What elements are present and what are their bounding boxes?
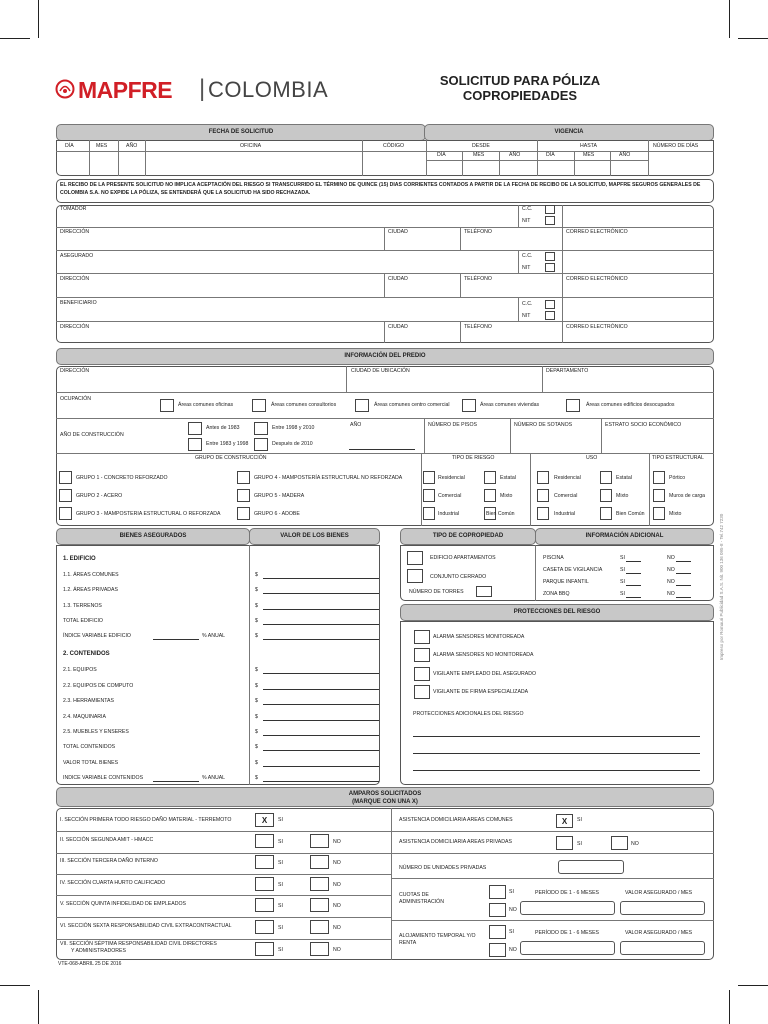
uso-checkbox-bien-comun[interactable] <box>600 507 612 520</box>
riesgo-option-residencial: Residencial <box>438 475 465 481</box>
alojamiento-si-label: SI <box>509 929 514 935</box>
currency-sign: $ <box>255 667 258 673</box>
currency-sign: $ <box>255 587 258 593</box>
grupo-checkbox-3[interactable] <box>59 507 72 520</box>
brand-name: MAPFRE <box>78 77 173 103</box>
beneficiario-label: BENEFICIARIO <box>60 300 97 306</box>
protecciones-section <box>400 621 714 785</box>
alojamiento-valor-input[interactable] <box>620 941 705 955</box>
asegurado-direccion-label: DIRECCIÓN <box>60 276 90 282</box>
form-title-line1: SOLICITUD PARA PÓLIZA <box>439 73 601 88</box>
grupo-option-5: GRUPO 5 - MADERA <box>254 493 305 499</box>
currency-sign: $ <box>255 618 258 624</box>
grupo-option-4: GRUPO 4 - MAMPOSTERÍA ESTRUCTURAL NO REFORZADA <box>254 475 403 481</box>
estructural-option-muros: Muros de carga <box>669 493 706 499</box>
contenidos-item-1: 2.1. EQUIPOS <box>63 667 97 673</box>
si-label: SI <box>620 555 625 561</box>
vigencia-header: VIGENCIA <box>424 124 714 141</box>
predio-header: INFORMACIÓN DEL PREDIO <box>56 348 714 365</box>
no-label: NO <box>667 567 675 573</box>
ocupacion-option-3: Áreas comunes centro comercial <box>374 402 450 408</box>
asegurado-correo-label: CORREO ELECTRÓNICO <box>566 276 628 282</box>
ocupacion-option-4: Áreas comunes viviendas <box>480 402 540 408</box>
proteccion-checkbox-4[interactable] <box>414 685 430 699</box>
tomador-nit-checkbox[interactable] <box>545 216 555 225</box>
estrato-label: ESTRATO SOCIO ECONÓMICO <box>605 422 682 428</box>
alojamiento-periodo-input[interactable] <box>520 941 615 955</box>
amparo-label-7-line1: VII. SECCIÓN SÉPTIMA RESPONSABILIDAD CIVIL DIRECTORES <box>60 941 217 947</box>
uso-checkbox-mixto[interactable] <box>600 489 612 502</box>
beneficiario-telefono-label: TELÉFONO <box>464 324 492 330</box>
uso-option-bien-comun: Bien Común <box>616 511 645 517</box>
amparo-label-2: II. SECCIÓN SEGUNDA AMIT - HMACC <box>60 837 154 843</box>
value-line[interactable] <box>263 609 379 610</box>
riesgo-option-industrial: Industrial <box>438 511 460 517</box>
currency-sign: $ <box>255 760 258 766</box>
riesgo-checkbox-residencial[interactable] <box>423 471 435 484</box>
amparo-label-6: VI. SECCIÓN SEXTA RESPONSABILIDAD CIVIL EXTRACONTRACTUAL <box>60 923 232 929</box>
cuotas-periodo-input[interactable] <box>520 901 615 915</box>
estructural-option-portico: Pórtico <box>669 475 686 481</box>
indice-contenidos-pct: % ANUAL <box>202 775 226 781</box>
sotanos-label: NÚMERO DE SOTANOS <box>514 422 573 428</box>
amparo-no-label: NO <box>333 882 341 888</box>
alojamiento-label-line1: ALOJAMIENTO TEMPORAL Y/O <box>399 933 476 939</box>
ocupacion-checkbox-5[interactable] <box>566 399 580 412</box>
riesgo-checkbox-industrial[interactable] <box>423 507 435 520</box>
edificio-item-1: 1.1. ÁREAS COMUNES <box>63 572 119 578</box>
asistencia-comunes-checkbox-si[interactable]: X <box>556 814 573 828</box>
amparo-checkbox-si-6[interactable] <box>255 920 274 934</box>
grupo-option-3: GRUPO 3 - MAMPOSTERIA ESTRUCTURAL O REFORZADA <box>76 511 221 517</box>
notice-text: EL RECIBO DE LA PRESENTE SOLICITUD NO IMPLICA ACEPTACIÓN DEL RIESGO SI TRANSCURRIDO EL TÉRMINO DE QUINCE (15) DIAS CORRIENTES CONTADOS A PARTIR DE LA FECHA DE RECIBO DE LA SOLICITUD, MAPFRE SEGUROS GENERALES DE COLOMBIA S.A. NO EXPIDE LA PÓLIZA, SE ENTENDERÁ QUE LA SOLICITUD HA SIDO RECHAZADA. <box>60 182 701 196</box>
indice-edificio-label: ÍNDICE VARIABLE EDIFICIO <box>63 633 131 639</box>
parties-section <box>56 205 714 343</box>
si-label: SI <box>620 591 625 597</box>
tomador-correo-label: CORREO ELECTRÓNICO <box>566 229 628 235</box>
form-code: VTE-068-ABRIL 25 DE 2016 <box>58 961 122 967</box>
uso-option-industrial: Industrial <box>554 511 576 517</box>
info-parque: PARQUE INFANTIL <box>543 579 589 585</box>
ocupacion-checkbox-2[interactable] <box>252 399 266 412</box>
edificio-heading: 1. EDIFICIO <box>63 556 96 562</box>
contenidos-item-5: 2.5. MUEBLES Y ENSERES <box>63 729 129 735</box>
mapfre-emblem-icon <box>55 79 75 99</box>
pisos-label: NÚMERO DE PISOS <box>428 422 478 428</box>
tipo-option-conjunto: CONJUNTO CERRADO <box>430 574 487 580</box>
amparo-no-label: NO <box>333 839 341 845</box>
contenidos-item-7: VALOR TOTAL BIENES <box>63 760 119 766</box>
proteccion-option-1: ALARMA SENSORES MONITOREADA <box>433 634 525 640</box>
uso-option-comercial: Comercial <box>554 493 578 499</box>
hasta-label: HASTA <box>580 143 597 149</box>
asistencia-privadas-label: ASISTENCIA DOMICILIARIA AREAS PRIVADAS <box>399 839 512 845</box>
cuotas-valor-input[interactable] <box>620 901 705 915</box>
contenidos-heading: 2. CONTENIDOS <box>63 651 110 657</box>
amparo-checkbox-no-3[interactable] <box>310 855 329 869</box>
proteccion-option-3: VIGILANTE EMPLEADO DEL ASEGURADO <box>433 671 537 677</box>
rango-option-2: Entre 1998 y 2010 <box>272 425 315 431</box>
asegurado-telefono-label: TELÉFONO <box>464 276 492 282</box>
amparo-label-1: I. SECCIÓN PRIMERA TODO RIESGO DAÑO MATERIAL - TERREMOTO <box>60 817 232 823</box>
no-label: NO <box>667 579 675 585</box>
asistencia-privadas-checkbox-no[interactable] <box>611 836 628 850</box>
asistencia-privadas-checkbox-si[interactable] <box>556 836 573 850</box>
amparo-no-label: NO <box>333 860 341 866</box>
uso-checkbox-residencial[interactable] <box>537 471 549 484</box>
amparos-header <box>56 787 714 807</box>
estructural-option-mixto: Mixto <box>669 511 682 517</box>
predio-departamento-label: DEPARTAMENTO <box>546 368 589 374</box>
currency-sign: $ <box>255 698 258 704</box>
no-label: NO <box>667 591 675 597</box>
currency-sign: $ <box>255 775 258 781</box>
asistencia-comunes-si-label: SI <box>577 817 582 823</box>
value-line[interactable] <box>263 781 379 782</box>
grupo-construccion-label: GRUPO DE CONSTRUCCIÓN <box>195 455 267 461</box>
crop-mark <box>738 38 768 39</box>
rango-option-1: Antes de 1983 <box>206 425 240 431</box>
grupo-checkbox-2[interactable] <box>59 489 72 502</box>
amparo-label-7-line2: Y ADMINISTRADORES <box>71 948 126 954</box>
printer-credit-text: Impreso por Romauri Publicidad S.A.S. Nit. 900 136 095-8 - Tel.742 7230 <box>719 513 724 660</box>
asegurado-nit-checkbox[interactable] <box>545 263 555 272</box>
tipo-checkbox-conjunto[interactable] <box>407 569 423 583</box>
proteccion-checkbox-1[interactable] <box>414 630 430 644</box>
num-torres-label: NÚMERO DE TORRES <box>409 589 464 595</box>
contenidos-item-6: TOTAL CONTENIDOS <box>63 744 116 750</box>
anio-label: AÑO <box>126 143 138 149</box>
hasta-anio-label: AÑO <box>619 152 631 158</box>
uso-option-residencial: Residencial <box>554 475 581 481</box>
amparo-checkbox-si-5[interactable] <box>255 898 274 912</box>
amparo-si-label: SI <box>278 860 283 866</box>
grupo-checkbox-5[interactable] <box>237 489 250 502</box>
alojamiento-periodo-label: PERÍODO DE 1 - 6 MESES <box>535 930 599 936</box>
value-line[interactable] <box>263 766 379 767</box>
value-line[interactable] <box>263 689 379 690</box>
value-line[interactable] <box>263 639 379 640</box>
edificio-item-2: 1.2. ÁREAS PRIVADAS <box>63 587 118 593</box>
rango-checkbox-4[interactable] <box>254 438 268 451</box>
beneficiario-nit-checkbox[interactable] <box>545 311 555 320</box>
tipo-checkbox-apartamentos[interactable] <box>407 551 423 565</box>
mes-label: MES <box>96 143 108 149</box>
crop-mark <box>729 0 730 38</box>
amparo-checkbox-no-7[interactable] <box>310 942 329 956</box>
ocupacion-option-5: Áreas comunes edificios desocupados <box>586 402 675 408</box>
crop-mark <box>0 985 30 986</box>
brand-separator: | <box>199 75 206 102</box>
riesgo-checkbox-comercial[interactable] <box>423 489 435 502</box>
currency-sign: $ <box>255 603 258 609</box>
si-label: SI <box>620 567 625 573</box>
alojamiento-label-line2: RENTA <box>399 940 417 946</box>
info-caseta: CASETA DE VIGILANCIA <box>543 567 603 573</box>
predio-direccion-label: DIRECCIÓN <box>60 368 90 374</box>
alojamiento-no-label: NO <box>509 947 517 953</box>
amparo-no-label: NO <box>333 903 341 909</box>
grupo-option-2: GRUPO 2 - ACERO <box>76 493 123 499</box>
tomador-ciudad-label: CIUDAD <box>388 229 408 235</box>
indice-contenidos-label: INDICE VARIABLE CONTENIDOS <box>63 775 144 781</box>
desde-label: DESDE <box>472 143 490 149</box>
anio-field-label: AÑO <box>350 422 362 428</box>
ocupacion-option-1: Áreas comunes oficinas <box>178 402 234 408</box>
cuotas-valor-label: VALOR ASEGURADO / MES <box>625 890 693 896</box>
amparo-label-5: V. SECCIÓN QUINTA INFIDELIDAD DE EMPLEADOS <box>60 901 186 907</box>
value-line[interactable] <box>263 593 379 594</box>
info-adicional-header: INFORMACIÓN ADICIONAL <box>535 528 714 545</box>
oficina-label: OFICINA <box>240 143 262 149</box>
value-line[interactable] <box>263 704 379 705</box>
ocupacion-label: OCUPACIÓN <box>60 396 92 402</box>
anio-construccion-label: AÑO DE CONSTRUCCIÓN <box>60 432 124 438</box>
cuotas-no-label: NO <box>509 907 517 913</box>
amparo-si-label: SI <box>278 882 283 888</box>
amparo-checkbox-si-4[interactable] <box>255 877 274 891</box>
value-line[interactable] <box>263 624 379 625</box>
dia-label: DÍA <box>65 143 74 149</box>
amparo-checkbox-no-4[interactable] <box>310 877 329 891</box>
beneficiario-cc-checkbox[interactable] <box>545 300 555 309</box>
uso-checkbox-estatal[interactable] <box>600 471 612 484</box>
tipo-copropiedad-header: TIPO DE COPROPIEDAD <box>400 528 536 545</box>
asegurado-label: ASEGURADO <box>60 253 94 259</box>
amparo-no-label: NO <box>333 925 341 931</box>
protecciones-line[interactable] <box>413 770 700 771</box>
codigo-label: CÓDIGO <box>383 143 405 149</box>
cuotas-si-label: SI <box>509 889 514 895</box>
estructural-checkbox-portico[interactable] <box>653 471 665 484</box>
info-bbq: ZONA BBQ <box>543 591 570 597</box>
uso-checkbox-comercial[interactable] <box>537 489 549 502</box>
unidades-input[interactable] <box>558 860 624 874</box>
ocupacion-checkbox-4[interactable] <box>462 399 476 412</box>
beneficiario-nit-label: NIT <box>522 313 531 319</box>
grupo-checkbox-4[interactable] <box>237 471 250 484</box>
tomador-direccion-label: DIRECCIÓN <box>60 229 90 235</box>
rango-checkbox-3[interactable] <box>188 438 202 451</box>
cuotas-checkbox-no[interactable] <box>489 903 506 917</box>
indice-edificio-pct: % ANUAL <box>202 633 226 639</box>
cuotas-label-line1: CUOTAS DE <box>399 892 429 898</box>
beneficiario-ciudad-label: CIUDAD <box>388 324 408 330</box>
estructural-checkbox-muros[interactable] <box>653 489 665 502</box>
value-line[interactable] <box>263 720 379 721</box>
cuotas-periodo-label: PERÍODO DE 1 - 6 MESES <box>535 890 599 896</box>
no-label: NO <box>667 555 675 561</box>
crop-mark <box>38 990 39 1024</box>
asegurado-ciudad-label: CIUDAD <box>388 276 408 282</box>
protecciones-adicionales-label: PROTECCIONES ADICIONALES DEL RIESGO <box>413 711 524 717</box>
rango-option-4: Después de 2010 <box>272 441 313 447</box>
uso-option-estatal: Estatal <box>616 475 632 481</box>
grupo-option-6: GRUPO 6 - ADOBE <box>254 511 300 517</box>
asistencia-privadas-no-label: NO <box>631 841 639 847</box>
asistencia-comunes-label: ASISTENCIA DOMICILIARIA AREAS COMUNES <box>399 817 513 823</box>
desde-mes-label: MES <box>473 152 485 158</box>
amparo-checkbox-si-2[interactable] <box>255 834 274 848</box>
desde-dia-label: DÍA <box>437 152 446 158</box>
amparo-checkbox-si-3[interactable] <box>255 855 274 869</box>
value-line[interactable] <box>263 735 379 736</box>
asegurado-cc-checkbox[interactable] <box>545 252 555 261</box>
unidades-label: NÚMERO DE UNIDADES PRIVADAS <box>399 865 487 871</box>
crop-mark <box>738 985 768 986</box>
rango-checkbox-2[interactable] <box>254 422 268 435</box>
valor-header: VALOR DE LOS BIENES <box>249 528 380 545</box>
riesgo-checkbox-mixto[interactable] <box>484 489 496 502</box>
currency-sign: $ <box>255 744 258 750</box>
tipo-option-apartamentos: EDIFICIO APARTAMENTOS <box>430 555 496 561</box>
amparos-title-2: (MARQUE CON UNA X) <box>352 799 418 805</box>
uso-option-mixto: Mixto <box>616 493 629 499</box>
predio-section <box>56 366 714 526</box>
rango-option-3: Entre 1983 y 1998 <box>206 441 249 447</box>
amparo-si-label: SI <box>278 817 283 823</box>
cuotas-label-line2: ADMINISTRACIÓN <box>399 899 444 905</box>
beneficiario-correo-label: CORREO ELECTRÓNICO <box>566 324 628 330</box>
hasta-dia-label: DÍA <box>546 152 555 158</box>
crop-mark <box>729 990 730 1024</box>
ocupacion-checkbox-3[interactable] <box>355 399 369 412</box>
beneficiario-cc-label: C.C. <box>522 301 533 307</box>
value-line[interactable] <box>263 578 379 579</box>
info-piscina: PISCINA <box>543 555 564 561</box>
uso-checkbox-industrial[interactable] <box>537 507 549 520</box>
grupo-option-1: GRUPO 1 - CONCRETO REFORZADO <box>76 475 168 481</box>
grupo-checkbox-6[interactable] <box>237 507 250 520</box>
crop-mark <box>0 38 30 39</box>
num-torres-input[interactable] <box>476 586 492 597</box>
num-dias-label: NÚMERO DE DÍAS <box>653 143 699 149</box>
tomador-label: TOMADOR <box>60 206 87 212</box>
amparo-checkbox-no-6[interactable] <box>310 920 329 934</box>
alojamiento-checkbox-no[interactable] <box>489 943 506 957</box>
amparos-title-1: AMPAROS SOLICITADOS <box>348 791 422 797</box>
uso-label: USO <box>586 455 598 461</box>
amparo-si-label: SI <box>278 903 283 909</box>
edificio-item-4: TOTAL EDIFICIO <box>63 618 103 624</box>
tomador-cc-label: C.C. <box>522 206 533 212</box>
currency-sign: $ <box>255 633 258 639</box>
protecciones-header: PROTECCIONES DEL RIESGO <box>400 604 714 621</box>
fecha-solicitud-header: FECHA DE SOLICITUD <box>56 124 426 141</box>
beneficiario-direccion-label: DIRECCIÓN <box>60 324 90 330</box>
bienes-header: BIENES ASEGURADOS <box>56 528 250 545</box>
amparo-checkbox-no-5[interactable] <box>310 898 329 912</box>
value-line[interactable] <box>263 673 379 674</box>
form-title <box>420 73 620 103</box>
asegurado-cc-label: C.C. <box>522 253 533 259</box>
proteccion-option-4: VIGILANTE DE FIRMA ESPECIALIZADA <box>433 689 529 695</box>
riesgo-option-estatal: Estatal <box>500 475 516 481</box>
currency-sign: $ <box>255 714 258 720</box>
alojamiento-checkbox-si[interactable] <box>489 925 506 939</box>
protecciones-line[interactable] <box>413 736 700 737</box>
alojamiento-valor-label: VALOR ASEGURADO / MES <box>625 930 693 936</box>
riesgo-option-bien-comun: Bien Común <box>486 511 515 517</box>
proteccion-checkbox-2[interactable] <box>414 648 430 662</box>
riesgo-option-mixto: Mixto <box>500 493 513 499</box>
rango-checkbox-1[interactable] <box>188 422 202 435</box>
proteccion-option-2: ALARMA SENSORES NO MONITOREADA <box>433 652 534 658</box>
edificio-item-3: 1.3. TERRENOS <box>63 603 102 609</box>
tomador-nit-label: NIT <box>522 218 531 224</box>
contenidos-item-4: 2.4. MAQUINARIA <box>63 714 106 720</box>
currency-sign: $ <box>255 683 258 689</box>
currency-sign: $ <box>255 572 258 578</box>
value-line[interactable] <box>263 750 379 751</box>
hasta-mes-label: MES <box>583 152 595 158</box>
asistencia-privadas-si-label: SI <box>577 841 582 847</box>
contenidos-item-2: 2.2. EQUIPOS DE COMPUTO <box>63 683 134 689</box>
riesgo-option-comercial: Comercial <box>438 493 462 499</box>
si-label: SI <box>620 579 625 585</box>
proteccion-checkbox-3[interactable] <box>414 667 430 681</box>
riesgo-checkbox-estatal[interactable] <box>484 471 496 484</box>
amparo-label-4: IV. SECCIÓN CUARTA HURTO CALIFICADO <box>60 880 166 886</box>
mapfre-logo <box>55 76 335 102</box>
tomador-telefono-label: TELÉFONO <box>464 229 492 235</box>
contenidos-item-3: 2.3. HERRAMIENTAS <box>63 698 114 704</box>
tipo-estructural-label: TIPO ESTRUCTURAL <box>652 455 704 461</box>
amparo-checkbox-si-1[interactable]: X <box>255 813 274 827</box>
amparo-no-label: NO <box>333 947 341 953</box>
asegurado-nit-label: NIT <box>522 265 531 271</box>
tipo-riesgo-label: TIPO DE RIESGO <box>452 455 495 461</box>
ocupacion-checkbox-1[interactable] <box>160 399 174 412</box>
protecciones-line[interactable] <box>413 753 700 754</box>
cuotas-checkbox-si[interactable] <box>489 885 506 899</box>
amparo-checkbox-no-2[interactable] <box>310 834 329 848</box>
grupo-checkbox-1[interactable] <box>59 471 72 484</box>
crop-mark <box>38 0 39 38</box>
desde-anio-label: AÑO <box>509 152 521 158</box>
amparo-label-3: III. SECCIÓN TERCERA DAÑO INTERNO <box>60 858 158 864</box>
tomador-cc-checkbox[interactable] <box>545 205 555 214</box>
predio-ciudad-label: CIUDAD DE UBICACIÓN <box>351 368 410 374</box>
ocupacion-option-2: Áreas comunes consultorios <box>271 402 337 408</box>
currency-sign: $ <box>255 729 258 735</box>
brand-country: COLOMBIA <box>208 77 329 102</box>
amparo-checkbox-si-7[interactable] <box>255 942 274 956</box>
estructural-checkbox-mixto[interactable] <box>653 507 665 520</box>
amparo-si-label: SI <box>278 947 283 953</box>
amparo-si-label: SI <box>278 925 283 931</box>
amparo-si-label: SI <box>278 839 283 845</box>
form-title-line2: COPROPIEDADES <box>462 88 578 103</box>
